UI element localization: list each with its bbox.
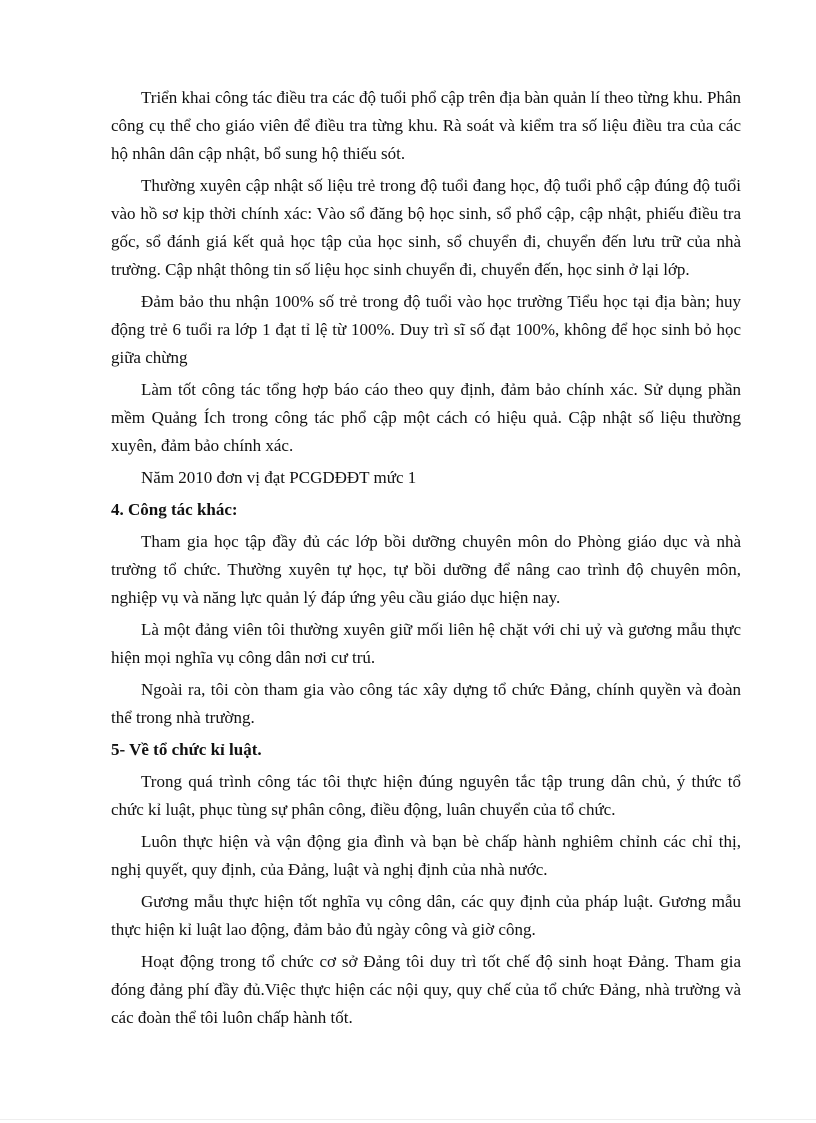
paragraph-survey: Triển khai công tác điều tra các độ tuổi phổ cập trên địa bàn quản lí theo từng khu. Phân công cụ thể cho giáo viên để điều tra từng khu. Rà soát và kiểm tra số liệu điều tra của các hộ nhân dân cập nhật, bổ sung hộ thiếu sót. — [111, 88, 741, 163]
paragraph-training: Tham gia học tập đầy đủ các lớp bồi dưỡng chuyên môn do Phòng giáo dục và nhà trường tổ chức. Thường xuyên tự học, tự bồi dưỡng để nâng cao trình độ chuyên môn, nghiệp vụ và năng lực quản lý đáp ứng yêu cầu giáo dục hiện nay. — [111, 532, 741, 607]
document-body — [111, 84, 741, 1036]
paragraph-party-activities: Hoạt động trong tổ chức cơ sở Đảng tôi duy trì tốt chế độ sinh hoạt Đảng. Tham gia đóng đảng phí đầy đủ.Việc thực hiện các nội quy, quy chế của tổ chức Đảng, nhà trường và các đoàn thể tôi luôn chấp hành tốt. — [111, 952, 741, 1027]
section-heading-other-work: 4. Công tác khác: — [111, 500, 238, 519]
paragraph-compliance: Luôn thực hiện và vận động gia đình và bạn bè chấp hành nghiêm chỉnh các chỉ thị, nghị quyết, quy định, của Đảng, luật và nghị định của nhà nước. — [111, 832, 741, 879]
paragraph-enrollment: Đảm bảo thu nhận 100% số trẻ trong độ tuổi vào học trường Tiểu học tại địa bàn; huy động trẻ 6 tuổi ra lớp 1 đạt tỉ lệ từ 100%. Duy trì sĩ số đạt 100%, không để học sinh bỏ học giữa chừng — [111, 292, 741, 367]
paragraph-principles: Trong quá trình công tác tôi thực hiện đúng nguyên tắc tập trung dân chủ, ý thức tổ chức kỉ luật, phục tùng sự phân công, điều động, luân chuyển của tổ chức. — [111, 772, 741, 819]
paragraph-update-records: Thường xuyên cập nhật số liệu trẻ trong độ tuổi đang học, độ tuổi phổ cập đúng độ tuổi vào hồ sơ kịp thời chính xác: Vào sổ đăng bộ học sinh, sổ phổ cập, cập nhật, phiếu điều tra gốc, sổ đánh giá kết quả học tập của học sinh, sổ chuyển đi, chuyển đến lưu trữ của nhà trường. Cập nhật thông tin số liệu học sinh chuyển đi, chuyển đến, học sinh ở lại lớp. — [111, 176, 741, 279]
page-bottom-divider — [0, 1119, 816, 1120]
paragraph-year-result: Năm 2010 đơn vị đạt PCGDĐĐT mức 1 — [141, 468, 417, 487]
section-heading-discipline: 5- Về tổ chức kỉ luật. — [111, 740, 262, 759]
paragraph-participation: Ngoài ra, tôi còn tham gia vào công tác xây dựng tổ chức Đảng, chính quyền và đoàn thể trong nhà trường. — [111, 680, 741, 727]
paragraph-civic-duty: Gương mẫu thực hiện tốt nghĩa vụ công dân, các quy định của pháp luật. Gương mẫu thực hiện kỉ luật lao động, đảm bảo đủ ngày công và giờ công. — [111, 892, 741, 939]
paragraph-reporting: Làm tốt công tác tổng hợp báo cáo theo quy định, đảm bảo chính xác. Sử dụng phần mềm Quảng Ích trong công tác phổ cập một cách có hiệu quả. Cập nhật số liệu thường xuyên, đảm bảo chính xác. — [111, 380, 741, 455]
paragraph-party-member: Là một đảng viên tôi thường xuyên giữ mối liên hệ chặt với chi uỷ và gương mẫu thực hiện mọi nghĩa vụ công dân nơi cư trú. — [111, 620, 741, 667]
